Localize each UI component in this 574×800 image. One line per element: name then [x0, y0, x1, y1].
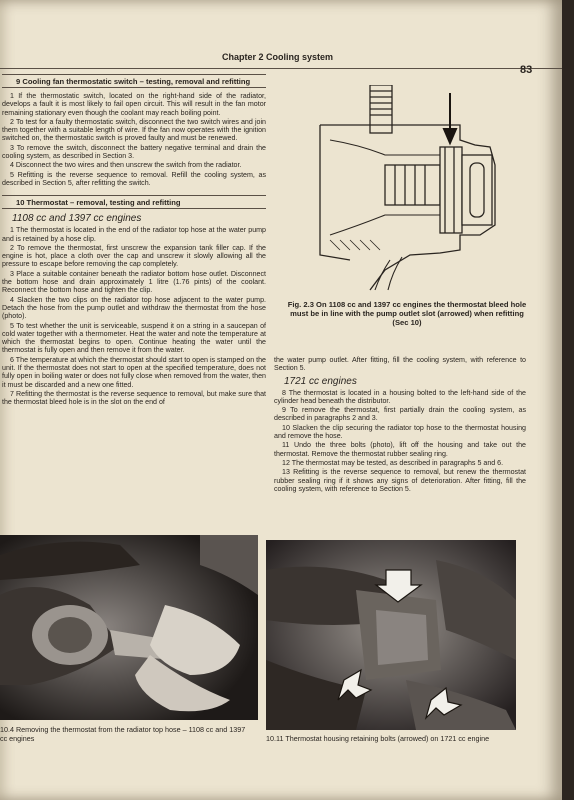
photo-thermostat-housing — [266, 540, 516, 730]
section-9-paragraph: 1 If the thermostatic switch, located on the right-hand side of the radiator, develops a fault it is most likely to fail open circuit. This will result in the fan motor remaining stationary even though the coolant may reach boiling point. — [2, 92, 266, 117]
subheading-1108: 1108 cc and 1397 cc engines — [12, 213, 142, 225]
section-9-paragraph: 4 Disconnect the two wires and then unscrew the switch from the radiator. — [10, 161, 242, 170]
section-10-paragraph: 2 To remove the thermostat, first unscrew the expansion tank filler cap. If the engine is hot, place a cloth over the cap and unscrew it slowly allowing all the pressure to escape before removing the cap completely. — [2, 243, 266, 269]
right-column — [274, 356, 526, 494]
section-9-paragraph: 2 To test for a faulty thermostatic switch, disconnect the two switch wires and join them together with a suitable length of wire. If the fan now operates with the ignition switched on, the thermostatic switch is proved faulty and must be renewed. — [2, 117, 266, 143]
page-header — [0, 50, 562, 76]
section-10-paragraph: 13 Refitting is the reverse sequence to removal, but renew the thermostat rubber sealing ring if it shows any signs of deterioration. After fitting, fill the cooling system, with reference to Section 5. — [274, 468, 526, 493]
page-number: 83 — [520, 64, 533, 76]
photo-caption-left: 10.4 Removing the thermostat from the radiator top hose – 1108 cc and 1397 cc engines — [0, 725, 246, 743]
section-10-paragraph: 12 The thermostat may be tested, as described in paragraphs 5 and 6. — [282, 458, 504, 467]
section-9-title: 9 Cooling fan thermostatic switch – testing, removal and refitting — [2, 74, 266, 88]
section-10-paragraph: 11 Undo the three bolts (photo), lift off the housing and take out the thermostat. Remove the thermostat rubber sealing ring. — [274, 441, 526, 458]
section-10-paragraph: 4 Slacken the two clips on the radiator top hose adjacent to the water pump. Detach the hose from the pump outlet and withdraw the thermostat from the hose (photo). — [2, 295, 266, 321]
subheading-1721: 1721 cc engines — [284, 375, 357, 387]
photo-caption-right: 10.11 Thermostat housing retaining bolts (arrowed) on 1721 cc engine — [266, 734, 490, 743]
section-9-paragraph: 3 To remove the switch, disconnect the battery negative terminal and drain the cooling system, as described in Section 3. — [2, 143, 266, 161]
section-10-paragraph: 6 The temperature at which the thermostat should start to open is stamped on the unit. If the thermostat does not start to open at the specified temperature, does not fully open in boiling water or does not fully close when removed from the water, then it must be discarded and a new one fitted. — [2, 355, 266, 389]
section-10-paragraph: 9 To remove the thermostat, first partially drain the cooling system, as described in paragraphs 2 and 3. — [274, 406, 526, 423]
section-10-paragraph: 1 The thermostat is located in the end of the radiator top hose at the water pump and is retained by a hose clip. — [2, 226, 266, 243]
section-10-paragraph: 5 To test whether the unit is serviceable, suspend it on a string in a saucepan of cold water together with a thermometer. Heat the water and note the temperature at which the thermostat begins to open. Continue heating the water until the thermostat is fully open and then remove it from the water. — [2, 321, 266, 355]
section-10-paragraph-cont: the water pump outlet. After fitting, fill the cooling system, with reference to Section 5. — [274, 356, 526, 373]
section-10-paragraph: 7 Refitting the thermostat is the reverse sequence to removal, but make sure that the thermostat bleed hole is in the slot on the end of — [2, 389, 266, 407]
left-column — [2, 74, 266, 408]
chapter-title: Chapter 2 Cooling system — [222, 52, 334, 62]
section-10-paragraph: 8 The thermostat is located in a housing bolted to the left-hand side of the cylinder head beneath the distributor. — [274, 388, 526, 405]
section-10-title: 10 Thermostat – removal, testing and refitting — [2, 195, 266, 209]
section-9-paragraph: 5 Refitting is the reverse sequence to removal. Refill the cooling system, as described in Section 5, after refitting the switch. — [2, 170, 266, 187]
figure-caption: Fig. 2.3 On 1108 cc and 1397 cc engines the thermostat bleed hole must be in line with the pump outlet slot (arrowed) when refitting (Sec 10) — [287, 300, 527, 327]
thermostat-figure — [290, 85, 530, 295]
section-10-paragraph: 10 Slacken the clip securing the radiator top hose to the thermostat housing and remove the hose. — [274, 423, 526, 441]
photo-thermostat-removal — [0, 535, 258, 720]
section-10-paragraph: 3 Place a suitable container beneath the radiator bottom hose outlet. Disconnect the bottom hose and drain approximately 1 litre (1.76 pints) of the coolant. Reconnect the bottom hose and tighten the clip. — [2, 269, 266, 295]
